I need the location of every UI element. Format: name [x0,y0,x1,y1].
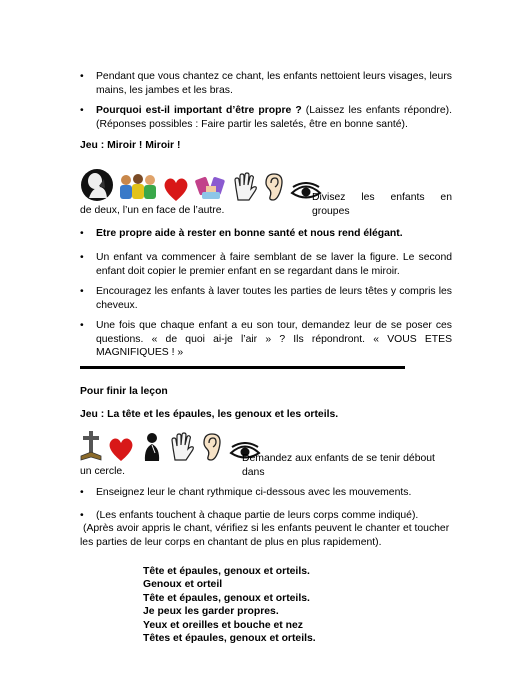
ear-icon [200,432,224,462]
bullet-marker: • [80,105,84,116]
game-title: Jeu : La tête et les épaules, les genoux et les orteils. [80,409,339,420]
list-item-text: Une fois que chaque enfant a eu son tour, demandez leur de se poser ces questions. « de quoi ai-je l’air » ? Ils répondront. « VOUS ETES MAGNIFIQUES ! » [96,320,452,358]
heart-icon [162,176,190,202]
activity-icons [80,166,322,202]
list-item-text: Un enfant va commencer à faire semblant de se laver la figure. Le second enfant doit copier le premier enfant en se regardant dans le miroir. [96,252,452,277]
chant-line: Tête et épaules, genoux et orteils. [143,566,310,577]
instruction-continuation: un cercle. [80,466,126,477]
bullet-marker: • [80,71,84,82]
children-group-icon [118,172,158,202]
cross-bible-icon [80,430,102,462]
prayer-icon [80,168,114,202]
chant-line: Yeux et oreilles et bouche et nez [143,619,303,631]
list-item-text: Pendant que vous chantez ce chant, les enfants nettoient leurs visages, leurs mains, les jambes et les bras. [96,71,452,96]
hand-icon [232,172,258,202]
sharing-hands-icon [194,172,228,202]
list-item-text: (Les enfants touchent à chaque partie de leurs corps comme indiqué). [96,510,419,521]
list-item-text [96,104,452,131]
activity-icons [80,428,261,462]
heart-icon [107,436,135,462]
chant-lines [143,565,316,645]
chant-line: Têtes et épaules, genoux et orteils. [143,633,316,645]
list-item-text: Encouragez les enfants à laver toutes les parties de leurs têtes y compris les cheveux. [96,286,452,311]
list-item-text: Enseignez leur le chant rythmique ci-dessous avec les mouvements. [96,487,412,498]
note-text: (Après avoir appris le chant, vérifiez si les enfants peuvent le chanter et toucher les parties de leur corps en chantant de plus en plus rapidement). [80,523,450,548]
chant-line: Genoux et orteil [143,579,223,591]
chant-line: Je peux les garder propres. [143,606,279,618]
bullet-marker: • [80,228,84,239]
hand-icon [169,432,195,462]
question-text: Pourquoi est-il important d’être propre ? [96,105,302,116]
bullet-marker: • [80,487,84,498]
section-divider [80,366,405,369]
chant-line: Tête et épaules, genoux et orteils. [143,592,310,604]
game-title: Jeu : Miroir ! Miroir ! [80,140,181,151]
praying-child-icon [140,432,164,462]
bullet-marker: • [80,510,84,521]
bullet-marker: • [80,252,84,263]
answer-text: (Laissez les enfants répondre). (Réponses possibles : Faire partir les saletés, être en bonne santé). [96,105,452,130]
ear-icon [262,172,286,202]
instruction-continuation: de deux, l’un en face de l’autre. [80,205,225,216]
section-heading: Pour finir la leçon [80,386,168,397]
bullet-marker: • [80,286,84,297]
bullet-marker: • [80,320,84,331]
instruction-line: Divisez les enfants en groupes [312,192,452,217]
list-item-text: Etre propre aide à rester en bonne santé et nous rend élégant. [96,228,403,239]
instruction-line: Demandez aux enfants de se tenir débout dans [242,453,435,478]
